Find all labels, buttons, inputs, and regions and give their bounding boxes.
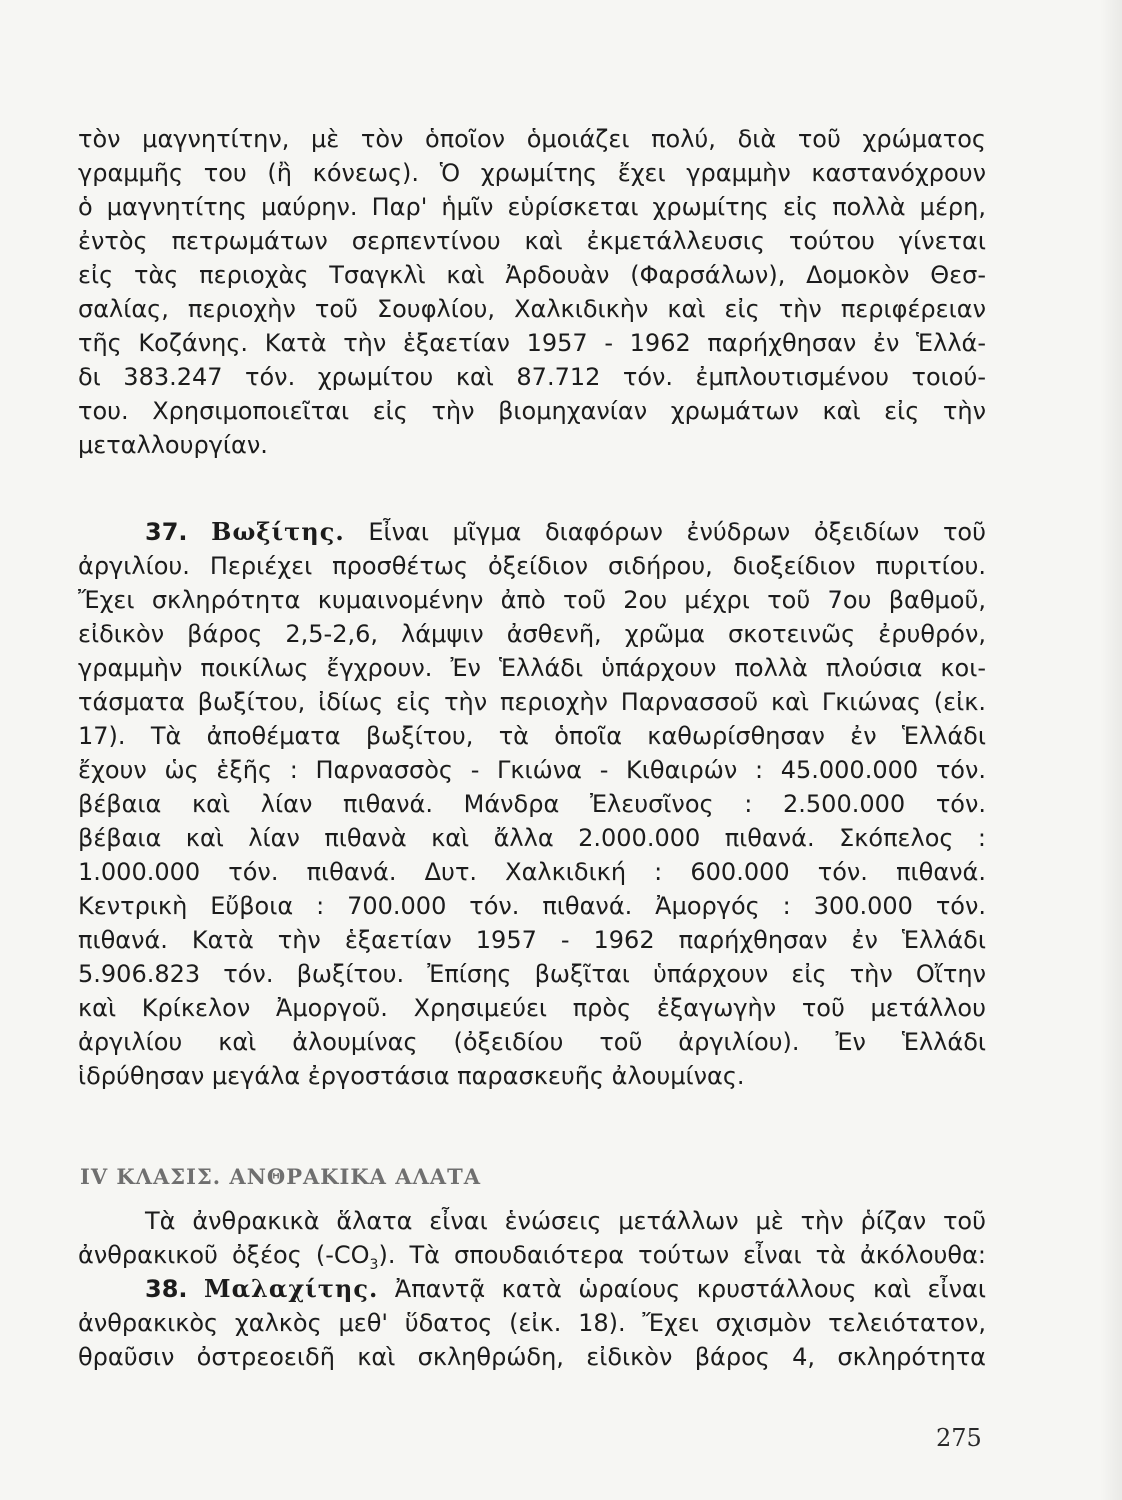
entry-38-title: Μαλαχίτης. (204, 1274, 379, 1303)
text-line: πιθανά. Κατὰ τὴν ἑξαετίαν 1957 - 1962 παρήχθησαν ἐν Ἑλλάδι (78, 926, 986, 954)
text-line: ἀργιλίου καὶ ἀλουμίνας (ὀξειδίου τοῦ ἀργιλίου). Ἐν Ἑλλάδι (78, 1028, 986, 1056)
text-line: σαλίας, περιοχὴν τοῦ Σουφλίου, Χαλκιδικὴν καὶ εἰς τὴν περιφέρειαν (78, 295, 986, 323)
text-line: μεταλλουργίαν. (78, 431, 268, 459)
text-line: γραμμὴν ποικίλως ἔγχρουν. Ἐν Ἑλλάδι ὑπάρχουν πολλὰ πλούσια κοι- (78, 654, 986, 682)
text-line: ἱδρύθησαν μεγάλα ἐργοστάσια παρασκευῆς ἀλουμίνας. (78, 1062, 745, 1090)
entry-38-lead-text: Ἀπαντᾷ κατὰ ὡραίους κρυστάλλους καὶ εἶναι (394, 1275, 986, 1303)
text-line: δι 383.247 τόν. χρωμίτου καὶ 87.712 τόν. ἐμπλουτισμένου τοιού- (78, 363, 986, 391)
entry-37-number: 37. (145, 518, 188, 546)
entry-37-title: Βωξίτης. (211, 517, 345, 546)
text-line: γραμμῆς του (ἢ κόνεως). Ὁ χρωμίτης ἔχει γραμμὴν καστανόχρουν (78, 159, 986, 187)
text-line: τὸν μαγνητίτην, μὲ τὸν ὁποῖον ὁμοιάζει πολύ, διὰ τοῦ χρώματος (78, 125, 986, 153)
text-line: τάσματα βωξίτου, ἰδίως εἰς τὴν περιοχὴν Παρνασσοῦ καὶ Γκιώνας (εἰκ. (78, 688, 986, 716)
page-number: 275 (936, 1424, 982, 1452)
text-line: θραῦσιν ὀστρεοειδῆ καὶ σκληθρώδη, εἰδικὸν βάρος 4, σκληρότητα (78, 1343, 986, 1371)
text-line: βέβαια καὶ λίαν πιθανά. Μάνδρα Ἐλευσῖνος : 2.500.000 τόν. (78, 790, 986, 818)
section-heading: IV ΚΛΑΣΙΣ. ΑΝΘΡΑΚΙΚΑ ΑΛΑΤΑ (80, 1164, 482, 1189)
section-intro-text: ). Τὰ σπουδαιότερα τούτων εἶναι τὰ ἀκόλουθα: (378, 1241, 986, 1269)
text-line: καὶ Κρίκελον Ἀμοργοῦ. Χρησιμεύει πρὸς ἐξαγωγὴν τοῦ μετάλλου (78, 994, 986, 1022)
text-line: Κεντρικὴ Εὔβοια : 700.000 τόν. πιθανά. Ἀμοργός : 300.000 τόν. (78, 892, 986, 920)
section-intro-text: ἀνθρακικοῦ ὀξέος (-CO (78, 1241, 370, 1269)
text-line: ἐντὸς πετρωμάτων σερπεντίνου καὶ ἐκμετάλλευσις τούτου γίνεται (78, 227, 986, 255)
text-line: 5.906.823 τόν. βωξίτου. Ἐπίσης βωξῖται ὑπάρχουν εἰς τὴν Οἴτην (78, 960, 986, 988)
text-line: ἀνθρακικὸς χαλκὸς μεθ' ὕδατος (εἰκ. 18). Ἔχει σχισμὸν τελειότατον, (78, 1309, 986, 1337)
entry-38-first-line (145, 1272, 986, 1306)
section-intro-line: Τὰ ἀνθρακικὰ ἅλατα εἶναι ἑνώσεις μετάλλων μὲ τὴν ῥίζαν τοῦ (145, 1207, 986, 1235)
text-line: Ἔχει σκληρότητα κυμαινομένην ἀπὸ τοῦ 2ου μέχρι τοῦ 7ου βαθμοῦ, (78, 586, 986, 614)
text-line: τῆς Κοζάνης. Κατὰ τὴν ἑξαετίαν 1957 - 1962 παρήχθησαν ἐν Ἑλλά- (78, 329, 986, 357)
text-line: βέβαια καὶ λίαν πιθανὰ καὶ ἄλλα 2.000.000 πιθανά. Σκόπελος : (78, 824, 986, 852)
text-line: εἰς τὰς περιοχὰς Τσαγκλὶ καὶ Ἀρδουὰν (Φαρσάλων), Δομοκὸν Θεσ- (78, 261, 986, 289)
text-line: 17). Τὰ ἀποθέματα βωξίτου, τὰ ὁποῖα καθωρίσθησαν ἐν Ἑλλάδι (78, 722, 986, 750)
text-line: ἔχουν ὡς ἑξῆς : Παρνασσὸς - Γκιώνα - Κιθαιρών : 45.000.000 τόν. (78, 756, 986, 784)
text-line: του. Χρησιμοποιεῖται εἰς τὴν βιομηχανίαν χρωμάτων καὶ εἰς τὴν (78, 397, 986, 425)
text-line: 1.000.000 τόν. πιθανά. Δυτ. Χαλκιδική : 600.000 τόν. πιθανά. (78, 858, 986, 886)
text-line: εἰδικὸν βάρος 2,5-2,6, λάμψιν ἀσθενῆ, χρῶμα σκοτεινῶς ἐρυθρόν, (78, 620, 986, 648)
subscript-digit: 3 (369, 1256, 379, 1273)
entry-37-lead-text: Εἶναι μῖγμα διαφόρων ἐνύδρων ὀξειδίων τοῦ (368, 518, 986, 546)
section-intro-line (78, 1238, 986, 1272)
text-line: ἀργιλίου. Περιέχει προσθέτως ὀξείδιον σιδήρου, διοξείδιον πυριτίου. (78, 552, 986, 580)
entry-38-number: 38. (145, 1275, 188, 1303)
entry-37-first-line (145, 515, 986, 549)
text-line: ὁ μαγνητίτης μαύρην. Παρ' ἡμῖν εὑρίσκεται χρωμίτης εἰς πολλὰ μέρη, (78, 193, 986, 221)
